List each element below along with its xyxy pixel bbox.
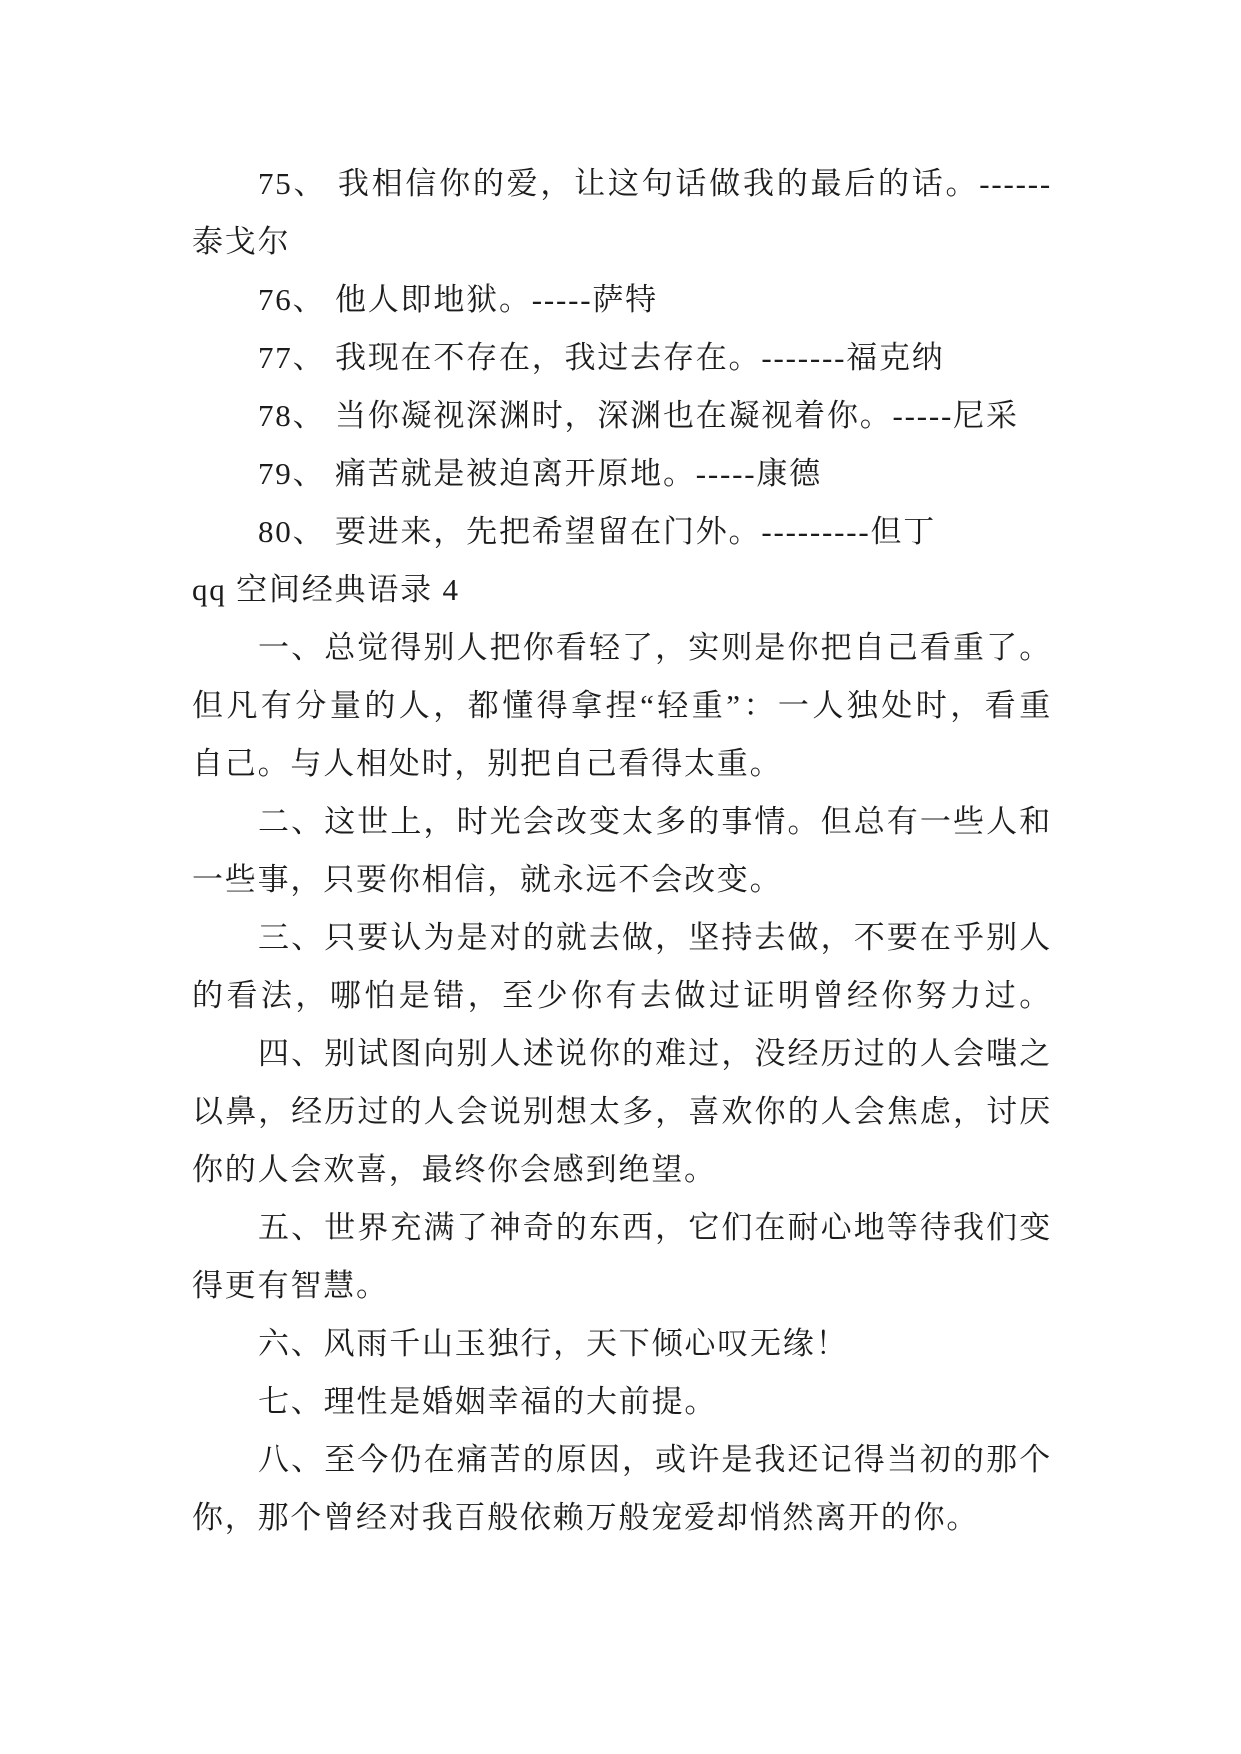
quote-paragraph: [192, 619, 1052, 793]
quote-paragraph: [192, 1199, 1052, 1315]
paragraph-line: 四、别试图向别人述说你的难过，没经历过的人会嗤之: [258, 1036, 1052, 1071]
paragraph-line: 六、风雨千山玉独行，天下倾心叹无缘！: [258, 1326, 849, 1361]
paragraph-line: 的看法，哪怕是错，至少你有去做过证明曾经你努力过。: [192, 978, 1052, 1013]
quote-item: [192, 329, 1052, 387]
paragraph-line: 五、世界充满了神奇的东西，它们在耐心地等待我们变: [258, 1210, 1052, 1245]
quote-line: 75、 我相信你的爱，让这句话做我的最后的话。------: [258, 166, 1052, 201]
paragraph-line: 自己。与人相处时，别把自己看得太重。: [192, 746, 783, 781]
paragraph-line: 三、只要认为是对的就去做，坚持去做，不要在乎别人: [258, 920, 1052, 955]
paragraph-line: 你的人会欢喜，最终你会感到绝望。: [192, 1152, 717, 1187]
document-body: [192, 155, 1052, 1547]
quote-line: 78、 当你凝视深渊时，深渊也在凝视着你。-----尼采: [258, 398, 1019, 433]
paragraph-line: 七、理性是婚姻幸福的大前提。: [258, 1384, 718, 1419]
quote-paragraph: [192, 1431, 1052, 1547]
quote-item: [192, 271, 1052, 329]
paragraph-line: 得更有智慧。: [192, 1268, 389, 1303]
quote-item: [192, 155, 1052, 271]
paragraph-line: 以鼻，经历过的人会说别想太多，喜欢你的人会焦虑，讨厌: [192, 1094, 1052, 1129]
quote-paragraph: [192, 909, 1052, 1025]
quote-line: 77、 我现在不存在，我过去存在。-------福克纳: [258, 340, 945, 375]
quote-paragraph: [192, 793, 1052, 909]
quote-item: [192, 445, 1052, 503]
quote-item: [192, 387, 1052, 445]
quote-paragraph: [192, 1025, 1052, 1199]
quote-line: 泰戈尔: [192, 224, 291, 259]
quote-item: [192, 503, 1052, 561]
paragraph-line: 一些事，只要你相信，就永远不会改变。: [192, 862, 783, 897]
quote-line: 79、 痛苦就是被迫离开原地。-----康德: [258, 456, 822, 491]
quote-line: 76、 他人即地狱。-----萨特: [258, 282, 658, 317]
paragraph-line: 八、至今仍在痛苦的原因，或许是我还记得当初的那个: [258, 1442, 1052, 1477]
quote-paragraph: [192, 1373, 1052, 1431]
quote-paragraph: [192, 1315, 1052, 1373]
paragraph-line: 一、总觉得别人把你看轻了，实则是你把自己看重了。: [258, 630, 1052, 665]
section-title: qq 空间经典语录 4: [192, 572, 460, 607]
quote-line: 80、 要进来，先把希望留在门外。---------但丁: [258, 514, 937, 549]
section-heading: [192, 561, 1052, 619]
paragraph-line: 你，那个曾经对我百般依赖万般宠爱却悄然离开的你。: [192, 1500, 980, 1535]
paragraph-line: 二、这世上，时光会改变太多的事情。但总有一些人和: [258, 804, 1052, 839]
paragraph-line: 但凡有分量的人，都懂得拿捏“轻重”：一人独处时，看重: [192, 688, 1052, 723]
